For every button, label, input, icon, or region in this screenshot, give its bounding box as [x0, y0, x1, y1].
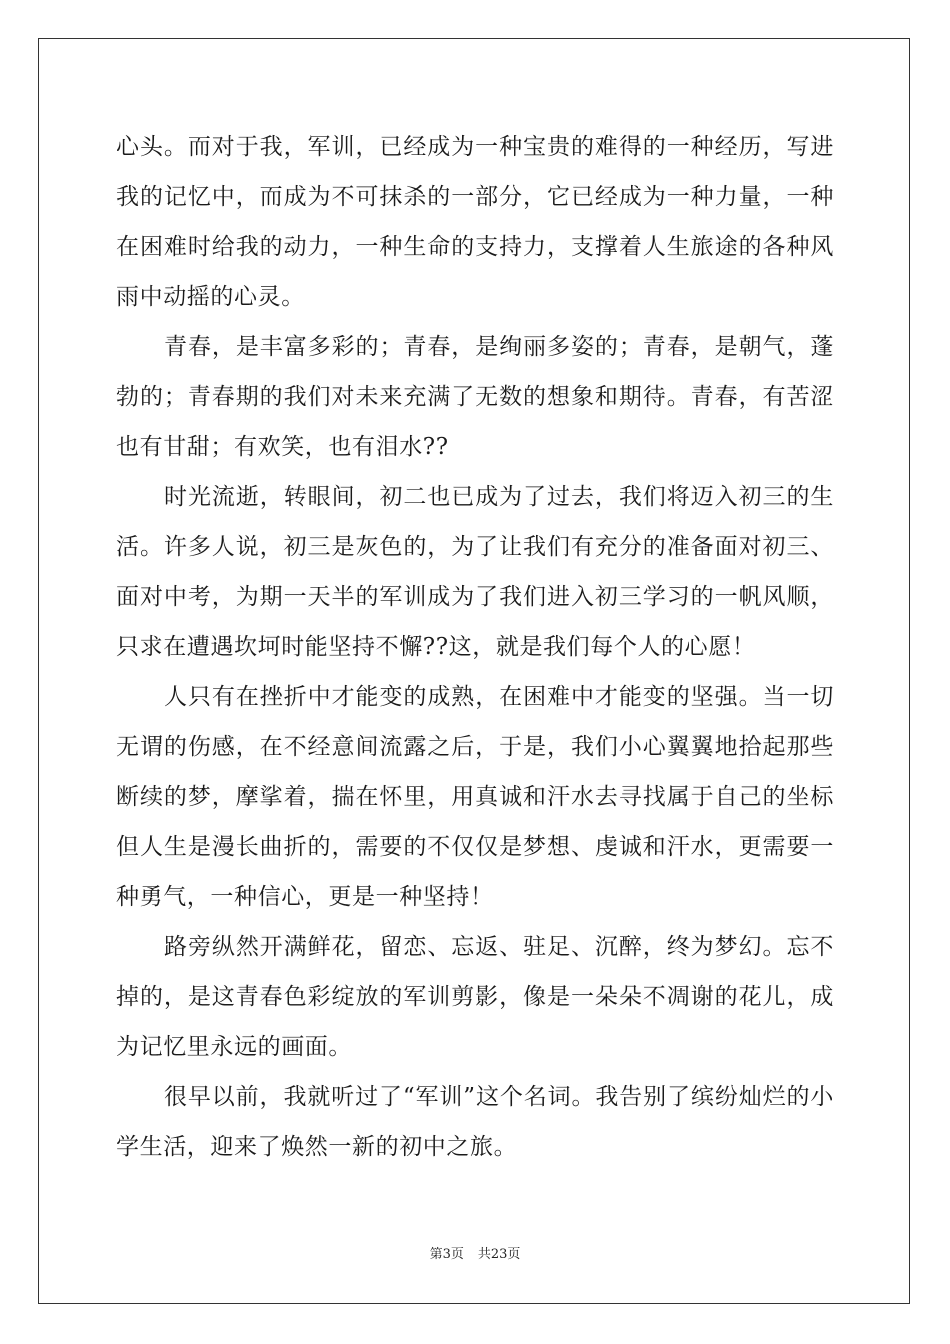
total-pages: 共23页	[477, 1247, 521, 1262]
page-footer	[0, 1246, 950, 1264]
paragraph: 青春，是丰富多彩的；青春，是绚丽多姿的；青春，是朝气，蓬勃的；青春期的我们对未来充满了无数的想象和期待。青春，有苦涩也有甘甜；有欢笑，也有泪水??	[116, 334, 834, 460]
paragraph: 路旁纵然开满鲜花，留恋、忘返、驻足、沉醉，终为梦幻。忘不掉的，是这青春色彩绽放的军训剪影，像是一朵朵不凋谢的花儿，成为记忆里永远的画面。	[116, 934, 834, 1060]
paragraph: 很早以前，我就听过了“军训”这个名词。我告别了缤纷灿烂的小学生活，迎来了焕然一新的初中之旅。	[116, 1084, 834, 1160]
paragraph: 人只有在挫折中才能变的成熟，在困难中才能变的坚强。当一切无谓的伤感，在不经意间流露之后，于是，我们小心翼翼地拾起那些断续的梦，摩挲着，揣在怀里，用真诚和汗水去寻找属于自己的坐标但人生是漫长曲折的，需要的不仅仅是梦想、虔诚和汗水，更需要一种勇气，一种信心，更是一种坚持！	[116, 684, 834, 910]
paragraph: 时光流逝，转眼间，初二也已成为了过去，我们将迈入初三的生活。许多人说，初三是灰色的，为了让我们有充分的准备面对初三、面对中考，为期一天半的军训成为了我们进入初三学习的一帆风顺，只求在遭遇坎坷时能坚持不懈??这，就是我们每个人的心愿！	[116, 484, 834, 660]
paragraph: 心头。而对于我，军训，已经成为一种宝贵的难得的一种经历，写进我的记忆中，而成为不可抹杀的一部分，它已经成为一种力量，一种在困难时给我的动力，一种生命的支持力，支撑着人生旅途的各种风雨中动摇的心灵。	[116, 134, 834, 310]
document-body	[116, 122, 834, 1172]
page-number: 第3页	[429, 1247, 464, 1262]
